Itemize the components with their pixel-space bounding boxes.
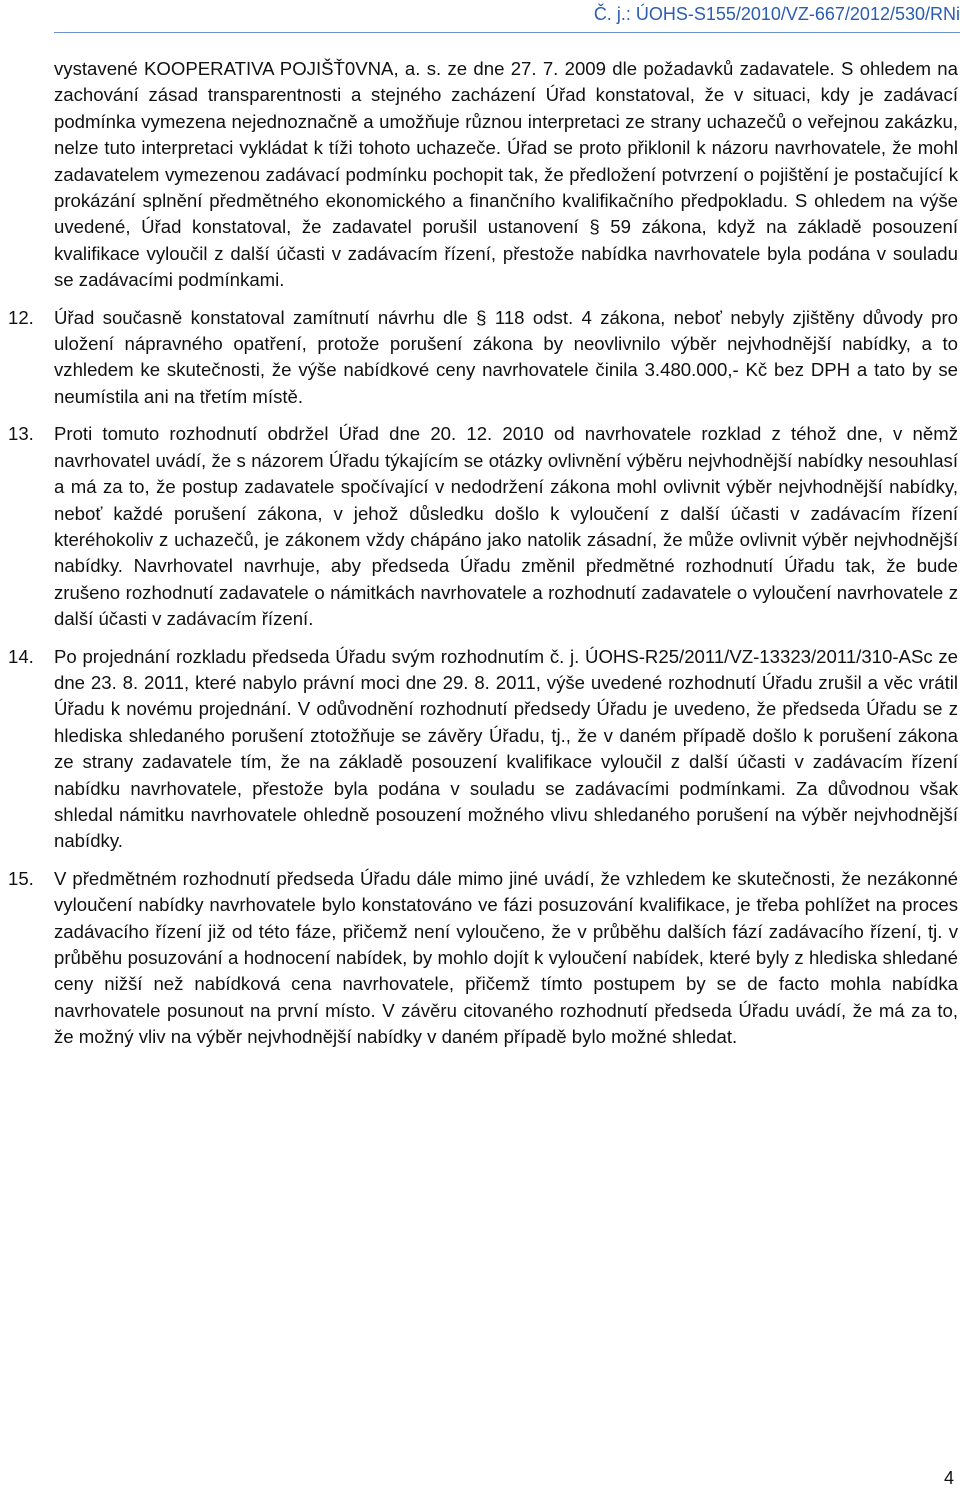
paragraph-text: Po projednání rozkladu předseda Úřadu svým rozhodnutím č. j. ÚOHS-R25/2011/VZ-13323/2011/310-ASc ze dne 23. 8. 2011, které nabylo právní moci dne 29. 8. 2011, výše uvedené rozhodnutí Úřadu zrušil a věc vrátil Úřadu k novému projednání. V odůvodnění rozhodnutí předsedy Úřadu je uvedeno, že předseda Úřadu se z hlediska shledaného porušení ztotožňuje se závěry Úřadu, tj., že v daném případě došlo k porušení zákona ze strany zadavatele tím, že na základě posouzení kvalifikace vyloučil z další účasti v zadávacím řízení nabídku navrhovatele, přestože byla podána v souladu se zadávacími podmínkami. Za důvodnou však shledal námitku navrhovatele ohledně posouzení možného vlivu shledaného porušení na výběr nejvhodnější nabídky. [54, 645, 958, 852]
document-reference: Č. j.: ÚOHS-S155/2010/VZ-667/2012/530/RNi [593, 4, 960, 24]
paragraph-number: 12. [8, 306, 34, 328]
numbered-paragraph-13 [8, 421, 958, 632]
paragraph-number: 13. [8, 423, 34, 445]
document-body [8, 56, 958, 1051]
header-divider [54, 32, 960, 33]
paragraph-text: Proti tomuto rozhodnutí obdržel Úřad dne 20. 12. 2010 od navrhovatele rozklad z téhož dne, v němž navrhovatel uvádí, že s názorem Úřadu týkajícím se otázky ovlivnění výběru nejvhodnější nabídky nesouhlasí a má za to, že postup zadavatele spočívající v nedodržení zákona mohl ovlivnit výběr nejvhodnější nabídky, neboť každé porušení zákona, v jehož důsledku došlo k vyloučení z další účasti v zadávacím řízení kteréhokoliv z uchazečů, je zákonem vždy chápáno jako natolik zásadní, že může ovlivnit výběr nejvhodnější nabídky. Navrhovatel navrhuje, aby předseda Úřadu změnil předmětné rozhodnutí Úřadu tak, že bude zrušeno rozhodnutí zadavatele o námitkách navrhovatele a rozhodnutí zadavatele o vyloučení navrhovatele z další účasti v zadávacím řízení. [54, 423, 958, 630]
page-number: 4 [943, 1468, 954, 1488]
numbered-paragraph-14 [8, 644, 958, 855]
paragraph-text: V předmětném rozhodnutí předseda Úřadu dále mimo jiné uvádí, že vzhledem ke skutečnosti, že nezákonné vyloučení nabídky navrhovatele bylo konstatováno ve fázi posuzování kvalifikace, je třeba pohlížet na proces zadávacího řízení již od této fáze, přičemž není vyloučeno, že v průběhu dalších fází zadávacího řízení, tj. v průběhu posuzování a hodnocení nabídek, by mohlo dojít k vyloučení nabídek, které byly z hlediska shledané ceny nižší než nabídková cena navrhovatele, přičemž tímto postupem by se de facto mohla nabídka navrhovatele posunout na první místo. V závěru citovaného rozhodnutí předseda Úřadu uvádí, že má za to, že možný vliv na výběr nejvhodnější nabídky v daném případě bylo možné shledat. [54, 867, 958, 1048]
paragraph-number: 15. [8, 867, 34, 889]
numbered-paragraph-12 [8, 305, 958, 411]
paragraph-text: Úřad současně konstatoval zamítnutí návrhu dle § 118 odst. 4 zákona, neboť nebyly zjištěny důvody pro uložení nápravného opatření, protože porušení zákona by neovlivnilo výběr nejvhodnější nabídky, a to vzhledem ke skutečnosti, že výše nabídkové ceny navrhovatele činila 3.480.000,- Kč bez DPH a tato by se neumístila ani na třetím místě. [54, 306, 958, 407]
numbered-paragraph-15 [8, 866, 958, 1051]
intro-paragraph: vystavené KOOPERATIVA POJIŠŤ0VNA, a. s. ze dne 27. 7. 2009 dle požadavků zadavatele. S ohledem na zachování zásad transparentnosti a stejného zacházení Úřad konstatoval, že v situaci, kdy je zadávací podmínka vymezena nejednoznačně a umožňuje různou interpretaci ze strany uchazečů o veřejnou zakázku, nelze tuto interpretaci vykládat k tíži tohoto uchazeče. Úřad se proto přiklonil k názoru navrhovatele, že mohl zadavatelem vymezenou zadávací podmínku pochopit tak, že předložení potvrzení o pojištění je postačující k prokázání splnění předmětného ekonomického a finančního kvalifikačního předpokladu. S ohledem na výše uvedené, Úřad konstatoval, že zadavatel porušil ustanovení § 59 zákona, když na základě posouzení kvalifikace vyloučil z další účasti v zadávacím řízení, přestože nabídka navrhovatele byla podána v souladu se zadávacími podmínkami. [54, 58, 958, 291]
paragraph-number: 14. [8, 645, 34, 667]
